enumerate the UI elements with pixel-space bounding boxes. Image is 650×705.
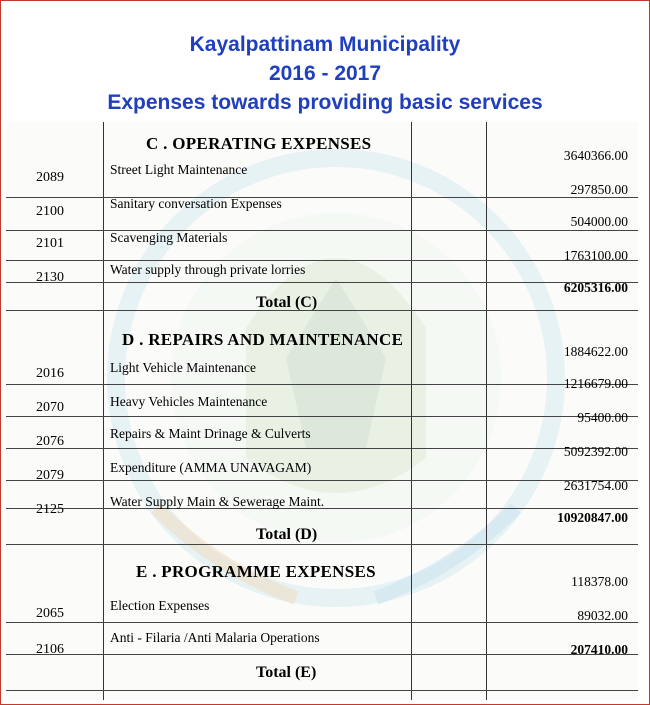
- expense-amount: 3640366.00: [563, 148, 628, 163]
- account-code: 2065: [36, 606, 64, 621]
- expense-amount: 1884622.00: [563, 344, 628, 359]
- row-divider: [6, 448, 638, 449]
- row-divider: [6, 230, 638, 231]
- account-code: 2070: [36, 400, 64, 415]
- expense-amount: 2631754.00: [563, 478, 628, 493]
- scanned-expense-table: [6, 122, 638, 700]
- total-label: Total (C): [256, 294, 318, 311]
- expense-description: Light Vehicle Maintenance: [110, 360, 256, 375]
- total-amount: 207410.00: [570, 642, 628, 657]
- total-label: Total (D): [256, 526, 318, 543]
- account-code: 2089: [36, 170, 64, 185]
- page-header: [0, 30, 650, 117]
- account-code: 2130: [36, 270, 64, 285]
- column-divider: [411, 122, 412, 700]
- expense-description: Repairs & Maint Drinage & Culverts: [110, 426, 311, 441]
- account-code: 2125: [36, 502, 64, 517]
- expense-description: Water Supply Main & Sewerage Maint.: [110, 494, 325, 509]
- row-divider: [6, 282, 638, 283]
- row-divider: [6, 384, 638, 385]
- expense-amount: 89032.00: [577, 608, 628, 623]
- expense-amount: 1763100.00: [563, 248, 628, 263]
- column-divider: [103, 122, 104, 700]
- account-code: 2100: [36, 204, 64, 219]
- expense-description: Anti - Filaria /Anti Malaria Operations: [110, 630, 320, 645]
- total-amount: 6205316.00: [563, 280, 628, 295]
- expense-description: Water supply through private lorries: [110, 262, 306, 277]
- account-code: 2076: [36, 434, 64, 449]
- total-amount: 10920847.00: [557, 510, 628, 525]
- account-code: 2079: [36, 468, 64, 483]
- row-divider: [6, 480, 638, 481]
- expense-amount: 1216679.00: [563, 376, 628, 391]
- expense-amount: 504000.00: [570, 214, 628, 229]
- account-code: 2016: [36, 366, 64, 381]
- expense-description: Expenditure (AMMA UNAVAGAM): [110, 460, 312, 475]
- row-divider: [6, 197, 638, 198]
- expense-description: Election Expenses: [110, 598, 210, 613]
- account-code: 2106: [36, 642, 64, 657]
- expense-amount: 5092392.00: [563, 444, 628, 459]
- row-divider: [6, 544, 638, 545]
- total-label: Total (E): [256, 664, 317, 681]
- row-divider: [6, 310, 638, 311]
- column-divider: [486, 122, 487, 700]
- year-range: 2016 - 2017: [268, 62, 382, 85]
- municipality-title: Kayalpattinam Municipality: [189, 33, 461, 56]
- section-title-repairs: D . REPAIRS AND MAINTENANCE: [122, 330, 404, 349]
- account-code: 2101: [36, 236, 64, 251]
- report-subtitle: Expenses towards providing basic services: [107, 91, 543, 114]
- expense-description: Heavy Vehicles Maintenance: [110, 394, 268, 409]
- section-title-operating: C . OPERATING EXPENSES: [146, 134, 372, 153]
- expense-amount: 118378.00: [571, 574, 628, 589]
- expense-description: Scavenging Materials: [110, 230, 228, 245]
- expense-description: Sanitary conversation Expenses: [110, 196, 282, 211]
- expense-description: Street Light Maintenance: [110, 162, 248, 177]
- row-divider: [6, 654, 638, 655]
- row-divider: [6, 416, 638, 417]
- row-divider: [6, 622, 638, 623]
- row-divider: [6, 260, 638, 261]
- expense-amount: 297850.00: [570, 182, 628, 197]
- expense-amount: 95400.00: [577, 410, 628, 425]
- row-divider: [6, 690, 638, 691]
- section-title-programme: E . PROGRAMME EXPENSES: [136, 562, 376, 581]
